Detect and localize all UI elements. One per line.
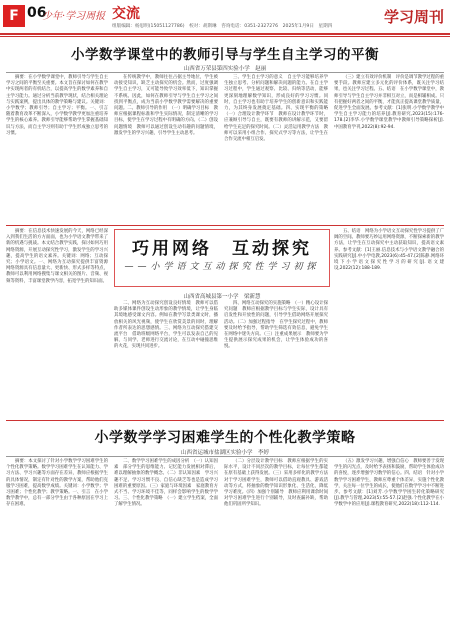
article1-text-3: 三、学生自主学习的意义 自主学习能够培养学生独立思考、分析问题和解决问题的能力。在自主学习过程中，学生通过观察、比较、归纳等活动，能够更深刻地理解数学知识，形成良好的学习习惯。同时，自主学习也有助于培养学生的创新意识和实践能力，为其终身发展奠定基础。四、实现平衡的策略 （一）合理设计教学环节 教师在设计教学环节时，应兼顾引导与自主，既要有教师的讲解示范，又要留给学生充足的探究时间。（二）灵活运用教学方法 教师可以采用小组合作、探究式学习等方法，让学生在合作交流中相互启发。 bbox=[224, 75, 333, 143]
article3-col-4 bbox=[334, 459, 444, 635]
brand-name: 学习周刊 bbox=[383, 8, 444, 26]
divider-1 bbox=[6, 225, 444, 226]
article1-text-4: （三）建立有效评价机制 评价是调节教学过程的重要手段。教师应建立多元化的评价体系，既关注学习结果，也关注学习过程。五、结语 在小学数学课堂中，教师引导与学生自主学习并非相互对立，而是相辅相成。只有把握好两者之间的平衡，才能真正提高课堂教学质量，促进学生全面发展。参考文献：[1]张明.小学数学教学中学生自主学习能力的培养[J].教育研究,2023(15):176-178.[2]李华.小学数学课堂教学中教师引导策略探析[J].中国教育学刊,2022(8):92-94. bbox=[334, 75, 444, 130]
article3-title: 小学数学学习困难学生的个性化教学策略 bbox=[94, 430, 356, 446]
article2-col-1 bbox=[6, 229, 113, 415]
article2-col-3 bbox=[224, 301, 328, 415]
article3-byline: 山西省运城市盐湖区实验小学 李婷 bbox=[180, 450, 269, 456]
article3-col-2 bbox=[114, 459, 218, 635]
page-header bbox=[0, 0, 450, 36]
article2-text-4: 五、结语 网络为小学语文互动探究性学习提供了广阔的空间。教师要巧妙运用网络资源，不断探索新的教学方法，让学生在互动探究中主动获取知识，提高语文素养。参考文献：[1]王丽.信息技术与小学语文教学融合的实践研究[J].中小学电教,2023(6):45-47.[2]陈静.网络环境下小学语文探究性学习的研究[J].语文建设,2022(12):188-189. bbox=[334, 229, 444, 272]
article1-text-1: 摘要：在小学数学课堂中，教师引导与学生自主学习之间的平衡至关重要。本文旨在探讨如何在教学中实现两者的有机结合，以提高学生的数学素养和自主学习能力。通过分析当前教学现状，结合相关理论与实践案例，提出具体的教学策略与建议。关键词：小学数学；教师引导；自主学习；平衡。一、引言 随着教育改革不断深入，小学数学教学更加注重培养学生的核心素养。教师引导能够帮助学生掌握基础知识与方法，而自主学习则有助于学生形成独立思考的习惯。 bbox=[6, 75, 113, 136]
article2-col-4 bbox=[334, 229, 444, 415]
article2-title: 巧用网络 互动探究 bbox=[132, 239, 312, 259]
article2-subtitle: ——小学语文互动探究性学习初探 bbox=[124, 262, 320, 272]
article2-col-2 bbox=[114, 301, 218, 415]
article3-text-2: 二、数学学习困难学生的成因分析 （一）认知因素 部分学生的思维能力、记忆能力发展相对滞后，难以理解抽象的数学概念。（二）非认知因素 学习兴趣不足、学习习惯不良、自信心缺乏等也是造成学习困难的重要原因。（三）家庭与环境因素 家庭教育方式不当、学习环境不佳等，同样会影响学生的数学学习。三、个性化教学策略 （一）建立学生档案，全面了解学生情况。 bbox=[114, 459, 218, 508]
article1-rule bbox=[6, 72, 444, 73]
article3-text-4: （五）激发学习兴趣，增强自信心 教师要善于发现学生的闪光点，及时给予表扬和鼓励，帮助学生体验成功的喜悦，逐步增强学习数学的信心。四、结语 针对小学数学学习困难学生，教师应尊重个体差异，实施个性化教学，关注每一位学生的成长，使他们在数学学习中不断进步。参考文献：[1]刘芳.小学数学学困生转化策略研究[J].教学与管理,2023(5):55-57.[2]赵强.个性化教学在小学数学中的应用[J].课程教育研究,2022(18):112-114. bbox=[334, 459, 444, 508]
article2-text-2: 二、网络为互动探究创设良好情境 教师可以借助多媒体课件创设生动形象的教学情境，让学生身临其境地感受课文内容。例如在教学写景类课文时，播放相关的风光视频，使学生在欣赏美景的同时，理解作者所表达的思想感情。三、网络为互动探究搭建交流平台 借助班级网络平台，学生可以发表自己的见解，与同学、老师进行交流讨论，在互动中碰撞思维的火花，实现共同进步。 bbox=[114, 301, 218, 350]
article1-title: 小学数学课堂中的教师引导与学生自主学习的平衡 bbox=[71, 47, 379, 63]
article3-rule bbox=[6, 456, 444, 457]
header-rule bbox=[0, 33, 450, 35]
article2-text-1: 摘要：在信息技术快速发展的今天，网络已经深入到我们生活的方方面面，也为小学语文教学带来了新的机遇与挑战。本文结合教学实践，探讨如何巧用网络资源，开展互动探究性学习，激发学生的学习兴趣，提高学生的语文素养。关键词：网络；互动探究；小学语文。一、网络为互动探究提供丰富资源 网络资源具有信息量大、更新快、形式多样等特点，教师可以利用网络搜集与课文相关的图片、音频、视频等资料，丰富课堂教学内容，拓宽学生的知识面。 bbox=[6, 229, 113, 284]
paper-name: 少年·学习周报 bbox=[42, 11, 106, 22]
header-info: 组版编辑：杨思明(15051127786) 校对：胡斯琳 咨询电话：0351-2327276 2025年1月9日 星期四 bbox=[112, 24, 333, 29]
article3-col-1 bbox=[6, 459, 108, 635]
article1-col-2 bbox=[114, 75, 218, 221]
header-rule-thin bbox=[0, 36, 450, 37]
page-number: 06 bbox=[27, 5, 47, 21]
article3-text-3: （二）分层设计教学目标 教师应根据学生的实际水平，设计不同层次的教学目标，让每位学生都能在原有基础上获得发展。（三）采用多样化的教学方法 对于学习困难学生，教师可以借助直观教具、游戏活动等方式，将抽象的数学知识形象化、生活化，降低学习难度。（四）加强个别辅导 教师应利用课余时间对学习困难学生进行个别辅导，及时查漏补缺，帮助他们巩固所学知识。 bbox=[224, 459, 333, 508]
section-title: 交流 bbox=[112, 6, 140, 22]
article3-col-3 bbox=[224, 459, 333, 635]
article3-text-1: 摘要：本文探讨了针对小学数学学习困难学生的个性化教学策略。数学学习困难学生在认知能力、学习方法、学习兴趣等方面存在差异，教师应根据学生的具体情况，制定有针对性的教学方案，帮助他们克服学习困难，提高数学成绩。关键词：小学数学；学习困难；个性化教学；教学策略。一、引言 在小学数学教学中，总有一部分学生由于各种原因在学习上存在困难。 bbox=[6, 459, 108, 508]
article1-byline: 山西省万荣县第四实验小学 赵丽 bbox=[183, 66, 267, 72]
page-badge: F bbox=[3, 5, 25, 27]
article1-text-2: 在传统教学中，教师往往占据主导地位，学生被动接受知识，缺乏主动探究的机会。然而，过度强调学生自主学习，又可能导致学习效率低下，知识掌握不系统。因此，如何在教师引导与学生自主学习之间找到平衡点，成为当前小学数学教学需要解决的重要问题。二、教师引导的作用 （一）明确学习目标 教师应根据课程标准和学生实际情况，制定清晰的学习目标，使学生在学习过程中有明确的方向。（二）创设问题情境 教师可以通过创设生动有趣的问题情境，激发学生的学习兴趣，引导学生主动思考。 bbox=[114, 75, 218, 136]
article1-col-3 bbox=[224, 75, 333, 221]
article1-col-4 bbox=[334, 75, 444, 221]
divider-2 bbox=[6, 420, 444, 421]
article2-byline: 山西省高城县第一小学 梁新慧 bbox=[183, 294, 261, 300]
article1-col-1 bbox=[6, 75, 113, 221]
article2-text-3: 四、网络互动探究的实施策略 （一）精心设计探究问题 教师应根据教学目标与学生实际，设计具有启发性和开放性的问题，引导学生借助网络开展探究活动。（二）加强过程指导 在学生探究过程中，教师要及时给予指导，帮助学生筛选有效信息，避免学生在网络中迷失方向。（三）注重成果展示 教师要为学生提供展示探究成果的机会，让学生体验成功的喜悦。 bbox=[224, 301, 328, 350]
